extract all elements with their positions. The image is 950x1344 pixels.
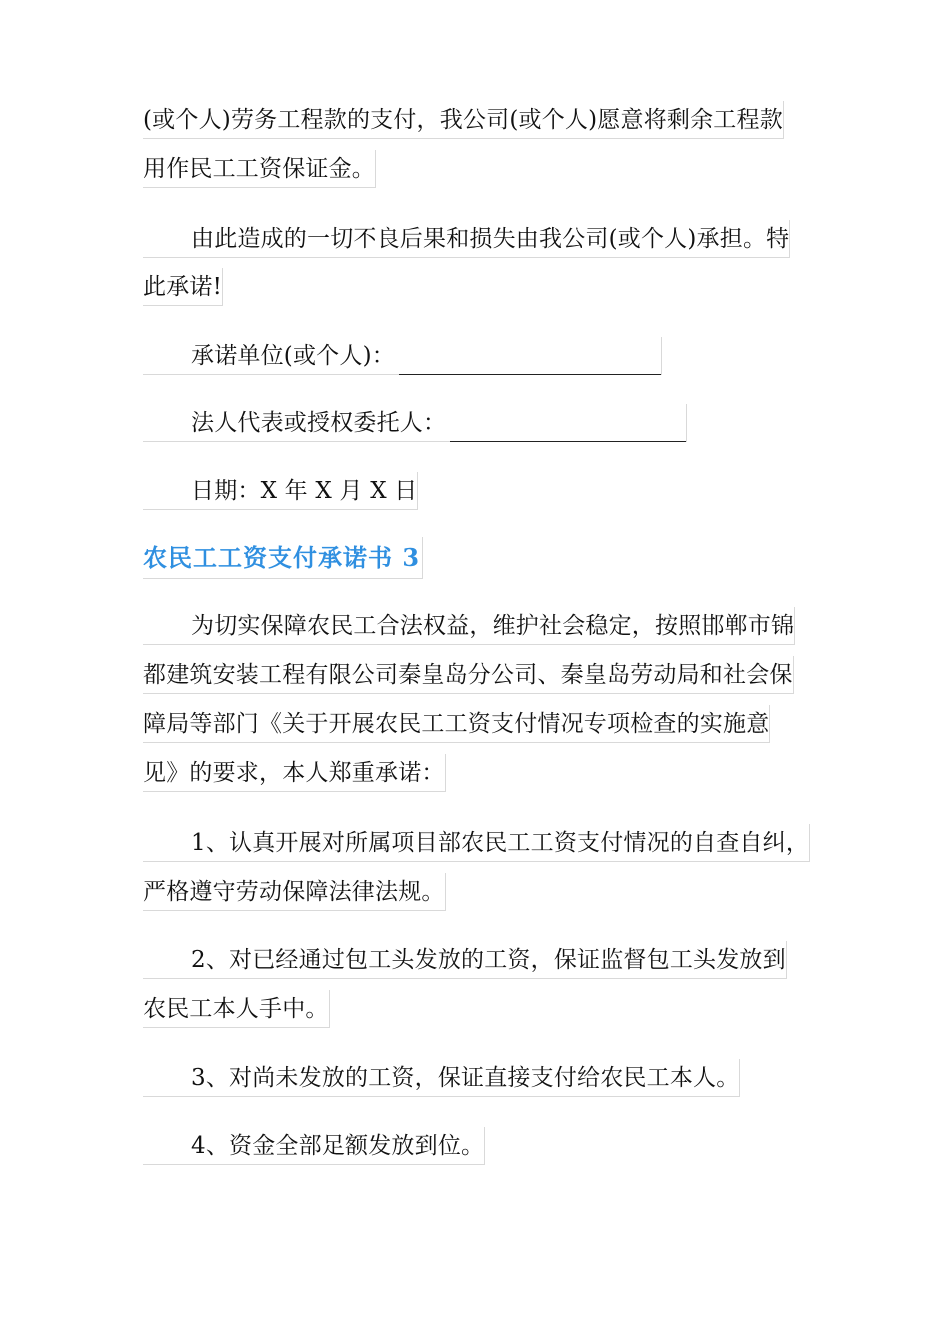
paragraph-line: 障局等部门《关于开展农民工工资支付情况专项检查的实施意 xyxy=(143,705,770,743)
list-item-line: 农民工本人手中。 xyxy=(143,990,330,1028)
section-heading: 农民工工资支付承诺书 3 xyxy=(143,537,423,579)
paragraph-line: 为切实保障农民工合法权益，维护社会稳定，按照邯郸市锦 xyxy=(143,607,795,645)
paragraph-line: (或个人)劳务工程款的支付，我公司(或个人)愿意将剩余工程款 xyxy=(143,101,784,139)
list-item-line: 严格遵守劳动保障法律法规。 xyxy=(143,873,446,911)
sign-unit-label: 承诺单位(或个人)： xyxy=(191,343,395,369)
list-item-line: 3、对尚未发放的工资，保证直接支付给农民工本人。 xyxy=(143,1059,740,1097)
sign-unit-line xyxy=(143,337,662,375)
legal-rep-blank xyxy=(450,413,686,442)
paragraph-line: 见》的要求，本人郑重承诺： xyxy=(143,754,446,792)
sign-unit-blank xyxy=(399,346,661,375)
list-item-line: 1、认真开展对所属项目部农民工工资支付情况的自查自纠， xyxy=(143,824,810,862)
list-item-line: 4、资金全部足额发放到位。 xyxy=(143,1127,485,1165)
paragraph-line: 用作民工工资保证金。 xyxy=(143,150,376,188)
legal-rep-label: 法人代表或授权委托人： xyxy=(191,410,447,436)
date-line: 日期：X 年 X 月 X 日 xyxy=(143,472,418,510)
paragraph-line: 都建筑安装工程有限公司秦皇岛分公司、秦皇岛劳动局和社会保 xyxy=(143,656,794,694)
paragraph-line: 此承诺! xyxy=(143,268,223,306)
list-item-line: 2、对已经通过包工头发放的工资，保证监督包工头发放到 xyxy=(143,941,787,979)
paragraph-line: 由此造成的一切不良后果和损失由我公司(或个人)承担。特 xyxy=(143,220,790,258)
legal-rep-line xyxy=(143,404,687,442)
